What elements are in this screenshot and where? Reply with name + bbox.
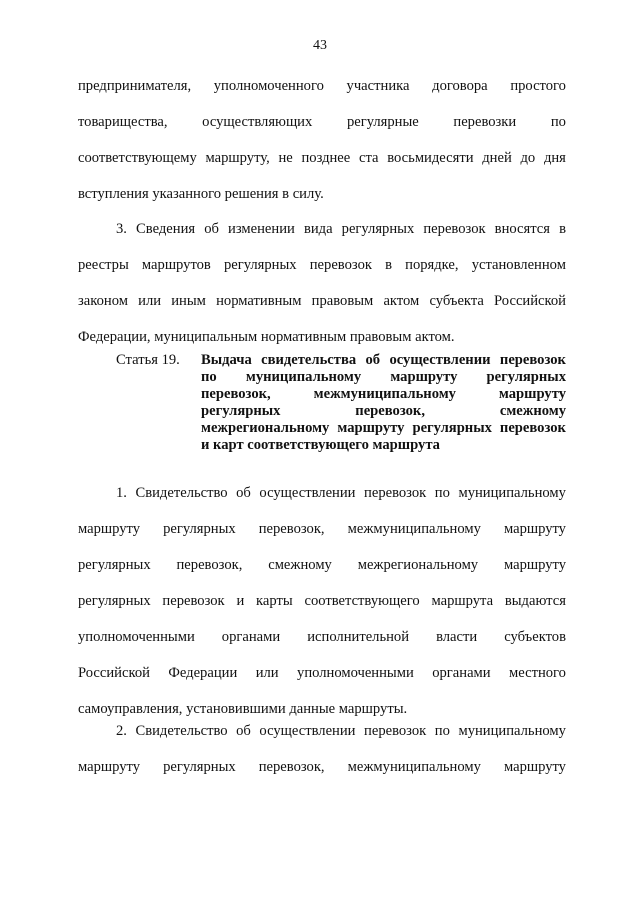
word: уполномоченными [297,665,414,681]
title-line [201,352,566,369]
word: регулярных [163,521,236,537]
title-word: смежному [499,403,566,419]
title-word: межрегиональному [201,420,330,436]
title-word: перевозок [499,420,566,436]
word: соответствующего [304,593,420,609]
word: правовым [311,293,374,309]
text-line [78,483,566,519]
word: ста [359,150,379,166]
word: власти [436,629,478,645]
word: нормативным [216,293,302,309]
paragraph-item-1 [78,483,566,735]
title-word: регулярных [412,420,492,436]
title-line [201,369,566,386]
word: товарищества, [78,114,168,130]
title-word: об [365,352,381,368]
word: об [236,485,251,501]
word: уполномоченными [78,629,195,645]
text-line [78,627,566,663]
word: позднее [301,150,351,166]
word: перевозок [162,593,225,609]
word: маршруту, [205,150,270,166]
word: 1. [116,485,127,501]
word: законом [78,293,128,309]
word: маршруту [503,557,566,573]
word: об [204,221,219,237]
word: регулярных [163,759,236,775]
word: перевозок [309,257,372,273]
text-line [78,112,566,148]
word: 3. [116,221,127,237]
word: маршруту [503,521,566,537]
word: межмуниципальному [347,521,481,537]
word: по [434,485,450,501]
word: Сведения [136,221,196,237]
word: местного [509,665,566,681]
text-line [78,291,566,327]
word: муниципальному [458,723,566,739]
title-word: Выдача [201,352,252,368]
word: маршруту [78,521,141,537]
word: или [255,665,279,681]
word: уполномоченного [213,78,324,94]
word: дней [482,150,512,166]
word: по [434,723,450,739]
word: Российской [494,293,566,309]
word: простого [510,78,566,94]
text-line [78,591,566,627]
word: перевозки [453,114,517,130]
word: осуществлении [259,485,356,501]
word: осуществляющих [202,114,313,130]
text-line [78,184,566,220]
word: Свидетельство [135,723,228,739]
word: установленном [471,257,566,273]
word: регулярных [223,257,297,273]
word: 2. [116,723,127,739]
word: межрегиональному [357,557,479,573]
word: перевозок, [258,759,325,775]
word: органами [432,665,491,681]
word: дня [543,150,566,166]
word: смежному [268,557,332,573]
article-title [201,352,566,454]
word: перевозок, [176,557,243,573]
word: осуществлении [259,723,356,739]
word: вида [303,221,333,237]
word: вступления указанного решения в силу. [78,186,324,202]
text-line [78,219,566,255]
word: самоуправления, установившими данные маршруты. [78,701,408,717]
text-line [78,148,566,184]
word: регулярных [341,221,415,237]
title-line [201,386,566,403]
word: межмуниципальному [347,759,481,775]
word: об [236,723,251,739]
word: маршрутов [141,257,211,273]
word: регулярных [78,593,151,609]
word: в [559,221,566,237]
text-line [78,255,566,291]
word: договора [432,78,488,94]
word: маршруту [78,759,141,775]
page-number: 43 [313,38,327,53]
paragraph-item-3 [78,219,566,363]
word: соответствующему [78,150,197,166]
word: Федерации [168,665,238,681]
article-number: Статья 19. [116,352,180,368]
word: субъекта [429,293,484,309]
text-line [78,757,566,793]
word: субъектов [504,629,566,645]
word: регулярные [346,114,419,130]
word: иным [171,293,206,309]
word: муниципальному [458,485,566,501]
title-word: регулярных [486,369,566,385]
text-line [78,519,566,555]
word: Свидетельство [135,485,228,501]
word: выдаются [504,593,566,609]
word: предпринимателя, [78,78,192,94]
word: до [520,150,536,166]
paragraph-item-2 [78,721,566,793]
word: исполнительной [307,629,410,645]
text-line [78,76,566,112]
word: перевозок [364,485,427,501]
word: или [138,293,162,309]
title-word: осуществлении [389,352,491,368]
word: перевозок [423,221,486,237]
title-line [201,437,566,454]
paragraph-continuation [78,76,566,220]
title-word: муниципальному [245,369,362,385]
word: актом [383,293,420,309]
title-line [201,403,566,420]
word: перевозок, [258,521,325,537]
title-word: регулярных [201,403,281,419]
text-line [78,663,566,699]
text-line [78,555,566,591]
word: регулярных [78,557,151,573]
word: не [278,150,293,166]
word: и [236,593,245,609]
title-word: по [201,369,217,385]
word: изменении [228,221,295,237]
word: карты [256,593,293,609]
word: участника [346,78,410,94]
title-word: свидетельства [261,352,357,368]
word: Российской [78,665,150,681]
title-word: перевозок, [355,403,425,419]
title-word: перевозок, [201,386,271,402]
title-word: перевозок [499,352,566,368]
word: восьмидесяти [387,150,474,166]
word: маршруту [503,759,566,775]
text-line [78,721,566,757]
title-word: межмуниципальному [313,386,456,402]
word: порядке, [405,257,459,273]
title-word: маршруту [337,420,405,436]
word: вносятся [494,221,550,237]
title-word: маршруту [498,386,566,402]
title-word: и карт соответствующего маршрута [201,437,440,453]
word: в [385,257,392,273]
word: маршрута [431,593,494,609]
word: перевозок [364,723,427,739]
word: по [550,114,566,130]
title-line [201,420,566,437]
word: реестры [78,257,129,273]
word: Федерации, муниципальным нормативным правовым актом. [78,329,455,345]
title-word: маршруту [390,369,458,385]
word: органами [221,629,281,645]
